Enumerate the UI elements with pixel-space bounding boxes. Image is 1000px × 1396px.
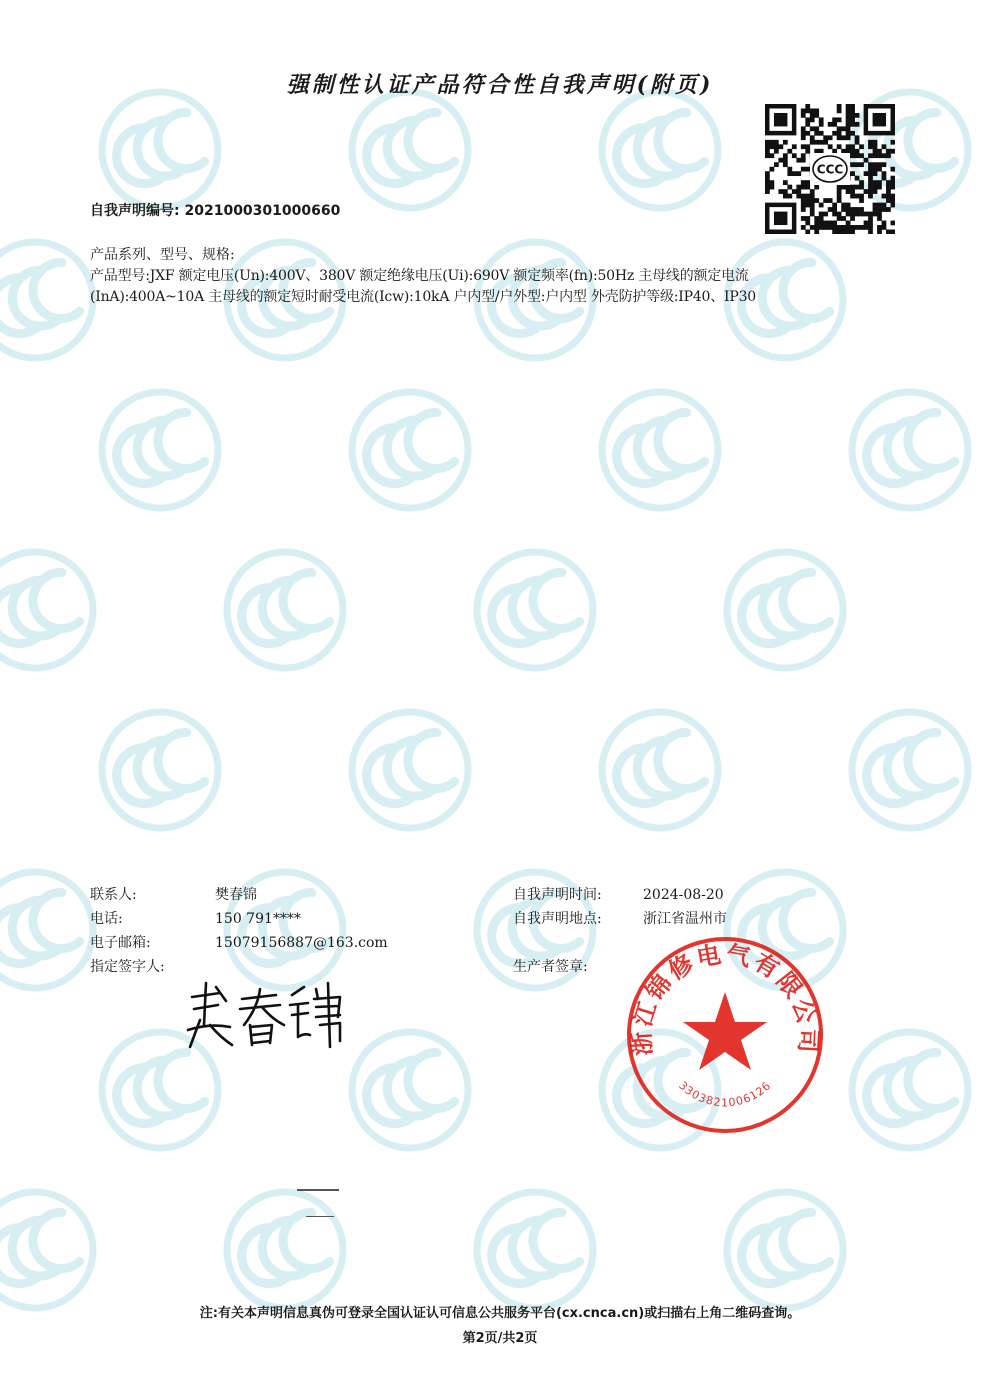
ccc-watermark-logo — [711, 536, 860, 685]
phone-label: 电话: — [90, 911, 123, 927]
ccc-watermark-logo — [336, 376, 485, 525]
qr-code[interactable] — [765, 104, 895, 234]
email-label: 电子邮箱: — [90, 935, 151, 951]
qr-finder-pattern — [864, 104, 895, 135]
ccc-watermark-logo — [336, 696, 485, 845]
svg-text:3303821006126: 3303821006126 — [676, 1078, 774, 1110]
time-row — [513, 883, 727, 907]
contact-label: 联系人: — [90, 887, 137, 903]
phone-value: 150 791**** — [215, 911, 301, 927]
declaration-place-value: 浙江省温州市 — [643, 911, 727, 927]
ccc-watermark-logo — [0, 536, 109, 685]
declaration-number — [90, 200, 340, 220]
svg-text:浙江锦修电气有限公司: 浙江锦修电气有限公司 — [626, 938, 824, 1057]
ccc-watermark-logo — [211, 536, 360, 685]
signer-label: 指定签字人: — [90, 959, 165, 975]
handwritten-signature — [180, 975, 360, 1055]
ccc-watermark-logo — [586, 696, 735, 845]
ccc-watermark-logo — [86, 376, 235, 525]
declaration-number-label: 自我声明编号: — [90, 203, 180, 219]
product-series-label: 产品系列、型号、规格: — [90, 247, 235, 263]
email-row — [90, 931, 388, 955]
ccc-watermark-logo — [836, 376, 985, 525]
qr-finder-pattern — [765, 104, 796, 135]
declaration-place-label: 自我声明地点: — [513, 911, 602, 927]
declaration-number-value: 2021000301000660 — [184, 203, 341, 219]
ccc-watermark-logo — [461, 536, 610, 685]
contact-row — [90, 883, 388, 907]
ccc-watermark-logo — [86, 696, 235, 845]
product-specification — [90, 266, 930, 308]
declaration-time-label: 自我声明时间: — [513, 887, 602, 903]
declaration-time-value: 2024-08-20 — [643, 887, 724, 903]
ccc-logo-text: CCC — [816, 162, 844, 177]
spec-line: (InA):400A~10A 主母线的额定短时耐受电流(Icw):10kA 户内型/户外型:户内型 外壳防护等级:IP40、IP30 — [90, 289, 757, 305]
phone-row — [90, 907, 388, 931]
place-row — [513, 907, 727, 931]
ccc-watermark-logo — [586, 376, 735, 525]
email-value: 15079156887@163.com — [215, 935, 388, 951]
contact-value: 樊春锦 — [215, 887, 257, 903]
scan-mark — [297, 1189, 339, 1191]
page-number: 第2页/共2页 — [462, 1331, 538, 1346]
spec-line: 产品型号:JXF 额定电压(Un):400V、380V 额定绝缘电压(Ui):690V 额定频率(fn):50Hz 主母线的额定电流 — [90, 268, 749, 284]
company-seal-stamp — [620, 930, 830, 1140]
document-title: 强制性认证产品符合性自我声明(附页) — [286, 72, 714, 98]
footer-note: 注:有关本声明信息真伪可登录全国认证认可信息公共服务平台(cx.cnca.cn)或扫描右上角二维码查询。 — [199, 1306, 801, 1321]
producer-seal-label: 生产者签章: — [513, 959, 588, 975]
contact-info — [90, 883, 388, 979]
qr-finder-pattern — [765, 203, 796, 234]
ccc-watermark-logo — [836, 696, 985, 845]
ccc-watermark-logo — [836, 1016, 985, 1165]
scan-mark — [306, 1216, 334, 1217]
